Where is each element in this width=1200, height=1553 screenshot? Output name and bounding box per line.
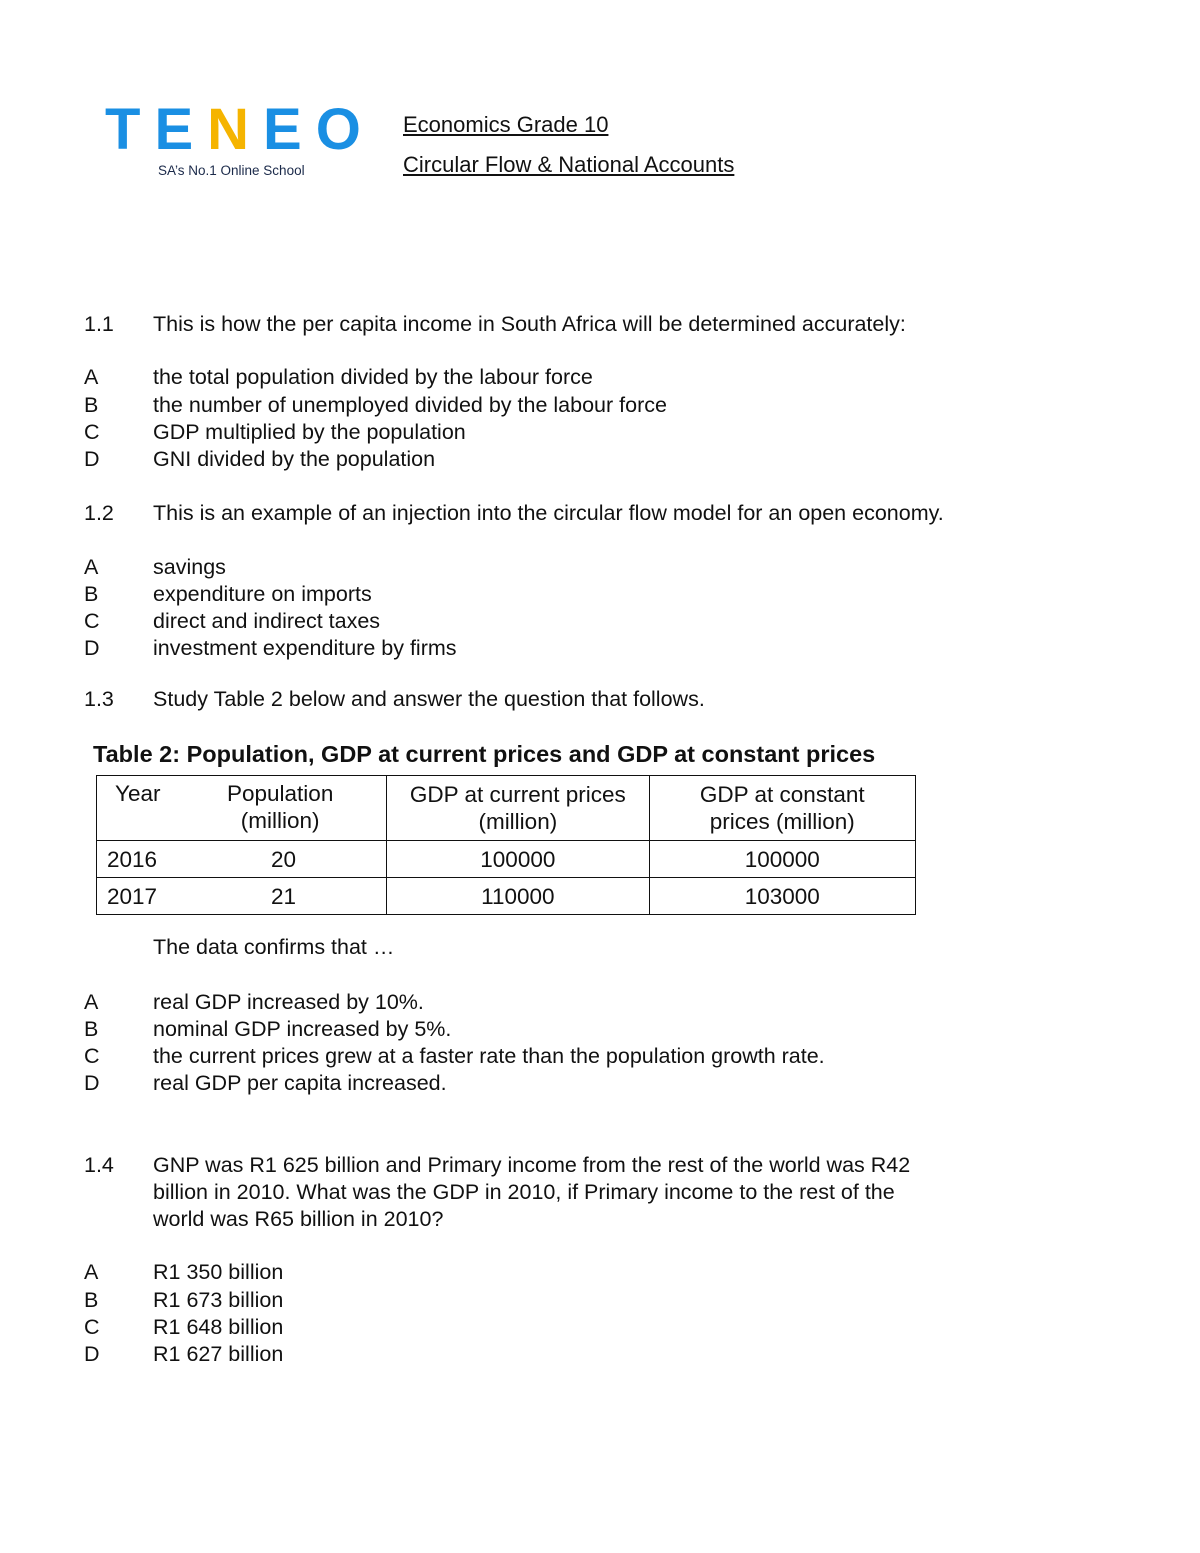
option-text: the total population divided by the labour force (153, 365, 593, 389)
cell-current: 110000 (387, 878, 649, 915)
option-letter: B (84, 582, 99, 606)
cell-population: 20 (271, 847, 297, 872)
option-text: GNI divided by the population (153, 447, 436, 471)
question-number: 1.2 (84, 501, 114, 525)
option-text: R1 673 billion (153, 1288, 284, 1312)
question-number: 1.1 (84, 312, 114, 336)
logo-letter-t: T (105, 97, 155, 162)
topic-title: Circular Flow & National Accounts (403, 152, 735, 177)
option-text: savings (153, 555, 226, 579)
year-population-cell (97, 878, 387, 915)
data-table (96, 775, 916, 915)
question-number: 1.3 (84, 687, 114, 711)
option-text: nominal GDP increased by 5%. (153, 1017, 452, 1041)
subject-title: Economics Grade 10 (403, 112, 609, 137)
option-letter: D (84, 1071, 100, 1095)
option-text: the number of unemployed divided by the labour force (153, 393, 667, 417)
option-letter: C (84, 609, 100, 633)
question-text: This is an example of an injection into the circular flow model for an open economy. (153, 501, 944, 525)
cell-year: 2017 (107, 884, 158, 909)
option-text: direct and indirect taxes (153, 609, 381, 633)
option-letter: D (84, 447, 100, 471)
option-letter: D (84, 636, 100, 660)
question-text-line2: billion in 2010. What was the GDP in 2010, if Primary income to the rest of the (153, 1180, 895, 1204)
school-logo (105, 97, 395, 190)
option-text: R1 350 billion (153, 1260, 284, 1284)
table-row (97, 878, 916, 915)
cell-year: 2016 (107, 847, 158, 872)
option-text: real GDP increased by 10%. (153, 990, 424, 1014)
cell-constant: 103000 (649, 878, 915, 915)
question-number: 1.4 (84, 1153, 114, 1177)
logo-letter-o: O (315, 97, 375, 162)
option-text: R1 627 billion (153, 1342, 284, 1366)
header-year-population-cell (97, 776, 387, 841)
option-letter: A (84, 555, 99, 579)
option-text: R1 648 billion (153, 1315, 284, 1339)
option-text: investment expenditure by firms (153, 636, 457, 660)
option-letter: A (84, 365, 99, 389)
option-letter: B (84, 1017, 99, 1041)
table-header-row (97, 776, 916, 841)
logo-letter-n: N (207, 97, 264, 162)
cell-current: 100000 (387, 841, 649, 878)
logo-letter-e2: E (263, 97, 316, 162)
logo-wordmark (105, 97, 375, 162)
header-constant-line2: prices (million) (709, 809, 855, 834)
header-current-prices (387, 776, 649, 841)
option-text: the current prices grew at a faster rate than the population growth rate. (153, 1044, 825, 1068)
question-text: This is how the per capita income in South Africa will be determined accurately: (153, 312, 906, 336)
option-letter: C (84, 1315, 100, 1339)
option-letter: B (84, 393, 99, 417)
question-prompt: The data confirms that … (153, 935, 395, 959)
option-letter: C (84, 420, 100, 444)
option-text: expenditure on imports (153, 582, 372, 606)
option-letter: C (84, 1044, 100, 1068)
option-letter: A (84, 1260, 99, 1284)
option-letter: B (84, 1288, 99, 1312)
header-current-line1: GDP at current prices (409, 782, 626, 807)
header-constant-line1: GDP at constant (699, 782, 865, 807)
option-letter: D (84, 1342, 100, 1366)
logo-tagline: SA’s No.1 Online School (158, 163, 305, 178)
header-population-line1: Population (227, 781, 334, 806)
cell-population: 21 (271, 884, 297, 909)
logo-letter-e1: E (154, 97, 208, 162)
question-text-line3: world was R65 billion in 2010? (153, 1207, 444, 1231)
header-year: Year (115, 781, 161, 806)
option-letter: A (84, 990, 99, 1014)
header-population-line2: (million) (240, 808, 320, 833)
option-text: real GDP per capita increased. (153, 1071, 447, 1095)
option-text: GDP multiplied by the population (153, 420, 466, 444)
header-constant-prices (649, 776, 915, 841)
question-text-line1: GNP was R1 625 billion and Primary income from the rest of the world was R42 (153, 1153, 911, 1177)
year-population-cell (97, 841, 387, 878)
question-text: Study Table 2 below and answer the question that follows. (153, 687, 705, 711)
cell-constant: 100000 (649, 841, 915, 878)
table-caption: Table 2: Population, GDP at current prices and GDP at constant prices (93, 741, 876, 767)
header-population (227, 780, 333, 834)
header-current-line2: (million) (478, 809, 558, 834)
table-row (97, 841, 916, 878)
